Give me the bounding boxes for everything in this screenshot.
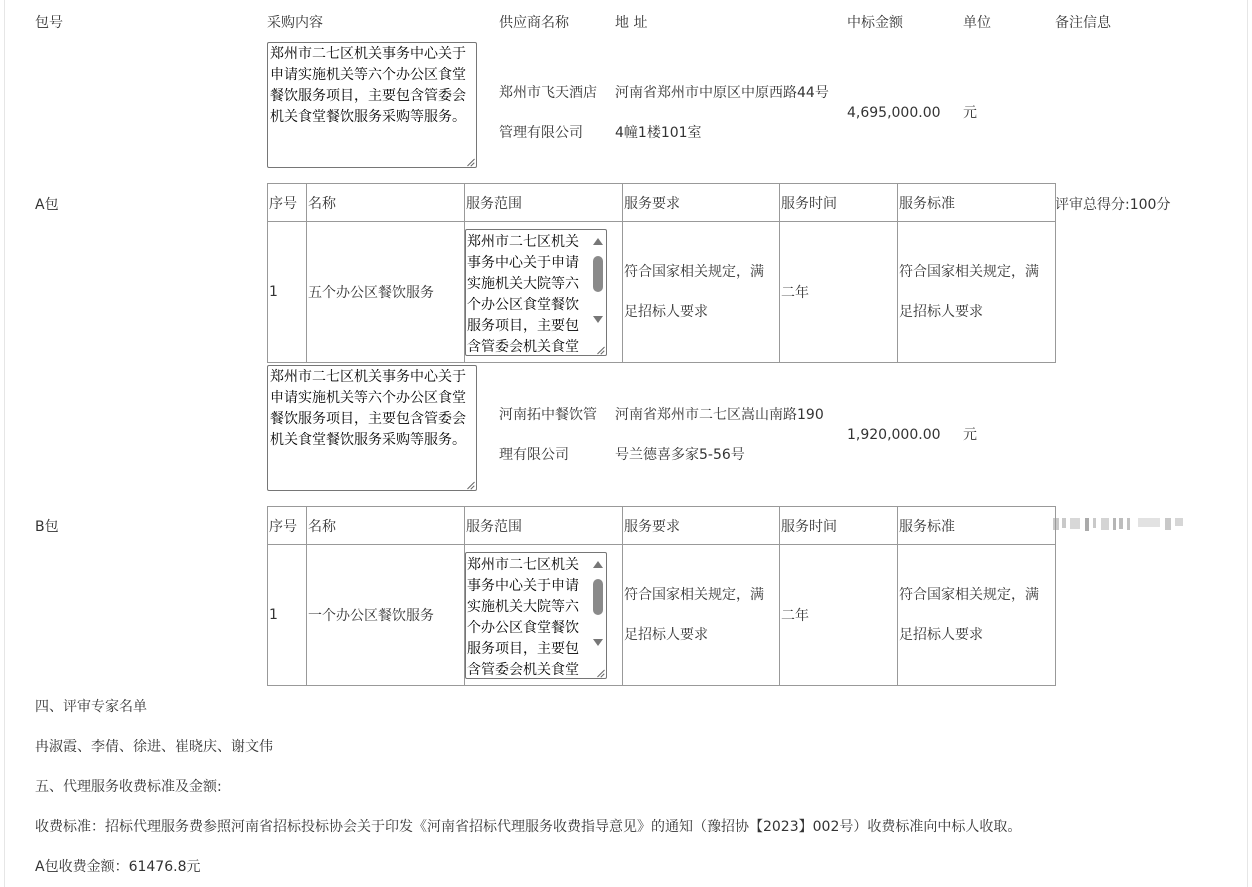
package-b-content-text: 郑州市二七区机关事务中心关于申请实施机关等六个办公区食堂餐饮服务项目，主要包含管委会机关食堂餐饮服务采购等服务。 xyxy=(270,369,466,448)
scroll-thumb[interactable] xyxy=(593,579,603,615)
row-standard xyxy=(898,222,1056,363)
package-a-service-table xyxy=(267,183,1056,363)
table-row xyxy=(268,222,1056,363)
package-a-label: A包 xyxy=(35,197,59,213)
page-left-border xyxy=(4,0,5,887)
package-b-label: B包 xyxy=(35,519,59,535)
row-name: 五个办公区餐饮服务 xyxy=(307,222,465,363)
col-time: 服务时间 xyxy=(780,184,898,222)
package-a-address-line1: 河南省郑州市中原区中原西路44号 xyxy=(615,85,829,101)
col-scope: 服务范围 xyxy=(465,507,623,545)
package-a-supplier-line1: 郑州市飞天酒店 xyxy=(499,85,597,101)
row-requirement-line2: 足招标人要求 xyxy=(624,627,708,643)
package-b-remark-redacted xyxy=(1053,515,1188,533)
row-name: 一个办公区餐饮服务 xyxy=(307,545,465,686)
col-standard: 服务标准 xyxy=(898,507,1056,545)
package-a-content-text: 郑州市二七区机关事务中心关于申请实施机关等六个办公区食堂餐饮服务项目，主要包含管委会机关食堂餐饮服务采购等服务。 xyxy=(270,46,466,125)
table-header-row xyxy=(268,507,1056,545)
row-standard-line2: 足招标人要求 xyxy=(899,304,983,320)
row-scope-cell xyxy=(465,545,623,686)
row-scope-cell xyxy=(465,222,623,363)
header-supplier: 供应商名称 xyxy=(499,15,569,31)
header-content: 采购内容 xyxy=(267,15,323,31)
row-requirement xyxy=(623,222,780,363)
section4-experts: 冉淑霞、李倩、徐进、崔晓庆、谢文伟 xyxy=(35,739,273,755)
header-unit: 单位 xyxy=(963,15,991,31)
row-standard-line1: 符合国家相关规定，满 xyxy=(899,264,1039,280)
row-index: 1 xyxy=(268,222,307,363)
row-scope-text: 郑州市二七区机关事务中心关于申请实施机关大院等六个办公区食堂餐饮服务项目，主要包含管委会机关食堂 xyxy=(467,556,579,678)
col-name: 名称 xyxy=(307,507,465,545)
col-index: 序号 xyxy=(268,507,307,545)
resize-grip-icon[interactable] xyxy=(466,158,474,166)
row-time: 二年 xyxy=(780,545,898,686)
package-b-address-line2: 号兰德喜多家5-56号 xyxy=(615,447,745,463)
header-address: 地 址 xyxy=(615,15,648,31)
resize-grip-icon[interactable] xyxy=(596,346,604,354)
row-index: 1 xyxy=(268,545,307,686)
row-scope-textarea[interactable] xyxy=(465,229,607,356)
scrollbar[interactable] xyxy=(592,555,604,665)
row-requirement-line2: 足招标人要求 xyxy=(624,304,708,320)
row-scope-text: 郑州市二七区机关事务中心关于申请实施机关大院等六个办公区食堂餐饮服务项目，主要包含管委会机关食堂 xyxy=(467,233,579,355)
col-requirement: 服务要求 xyxy=(623,507,780,545)
scroll-up-icon[interactable] xyxy=(593,561,603,568)
row-time: 二年 xyxy=(780,222,898,363)
table-header-row xyxy=(268,184,1056,222)
col-time: 服务时间 xyxy=(780,507,898,545)
row-standard xyxy=(898,545,1056,686)
package-b-unit: 元 xyxy=(963,427,977,443)
scroll-down-icon[interactable] xyxy=(593,316,603,323)
row-requirement-line1: 符合国家相关规定，满 xyxy=(624,587,764,603)
scroll-up-icon[interactable] xyxy=(593,238,603,245)
col-standard: 服务标准 xyxy=(898,184,1056,222)
package-b-content-textarea[interactable] xyxy=(267,365,477,491)
row-standard-line1: 符合国家相关规定，满 xyxy=(899,587,1039,603)
package-a-content-textarea[interactable] xyxy=(267,42,477,168)
col-requirement: 服务要求 xyxy=(623,184,780,222)
package-a-supplier-line2: 管理有限公司 xyxy=(499,125,583,141)
header-amount: 中标金额 xyxy=(847,15,903,31)
package-b-amount: 1,920,000.00 xyxy=(847,427,941,443)
section5-standard: 收费标准：招标代理服务费参照河南省招标投标协会关于印发《河南省招标代理服务收费指导意见》的通知（豫招协【2023】002号）收费标准向中标人收取。 xyxy=(35,819,1022,835)
scroll-thumb[interactable] xyxy=(593,256,603,292)
table-row xyxy=(268,545,1056,686)
package-a-unit: 元 xyxy=(963,105,977,121)
header-remark: 备注信息 xyxy=(1055,15,1111,31)
scroll-down-icon[interactable] xyxy=(593,639,603,646)
package-b-supplier-line1: 河南拓中餐饮管 xyxy=(499,407,597,423)
scrollbar[interactable] xyxy=(592,232,604,342)
row-requirement-line1: 符合国家相关规定，满 xyxy=(624,264,764,280)
page-right-border xyxy=(1247,0,1248,887)
resize-grip-icon[interactable] xyxy=(466,481,474,489)
package-b-supplier-line2: 理有限公司 xyxy=(499,447,569,463)
package-b-service-table xyxy=(267,506,1056,686)
package-a-address-line2: 4幢1楼101室 xyxy=(615,125,702,141)
col-index: 序号 xyxy=(268,184,307,222)
resize-grip-icon[interactable] xyxy=(596,669,604,677)
col-scope: 服务范围 xyxy=(465,184,623,222)
row-scope-textarea[interactable] xyxy=(465,552,607,679)
row-standard-line2: 足招标人要求 xyxy=(899,627,983,643)
header-package: 包号 xyxy=(35,15,63,31)
section5-title: 五、代理服务收费标准及金额: xyxy=(35,779,222,795)
package-a-amount: 4,695,000.00 xyxy=(847,105,941,121)
package-a-remark: 评审总得分:100分 xyxy=(1055,197,1171,213)
package-b-address-line1: 河南省郑州市二七区嵩山南路190 xyxy=(615,407,824,423)
row-requirement xyxy=(623,545,780,686)
section5-fee-a: A包收费金额：61476.8元 xyxy=(35,859,201,875)
section4-title: 四、评审专家名单 xyxy=(35,699,147,715)
col-name: 名称 xyxy=(307,184,465,222)
